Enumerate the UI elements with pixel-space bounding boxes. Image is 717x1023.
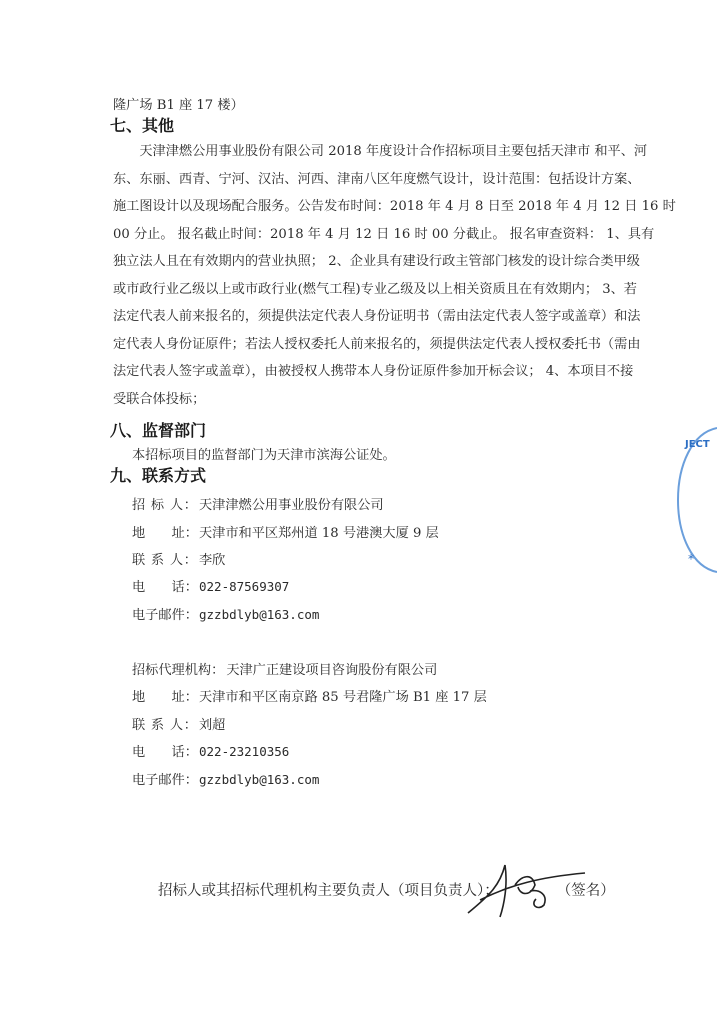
tenderer-name: 招 标 人： 天津津燃公用事业股份有限公司 [132,498,384,513]
paragraph-line: 东、东丽、西青、宁河、汉沽、河西、津南八区年度燃气设计，设计范围：包括设计方案、 [113,171,641,187]
signature-suffix: （签名） [556,883,615,899]
tenderer-contact: 联 系 人： 李欣 [132,553,226,568]
tenderer-address: 地 址：天津市和平区郑州道 18 号港澳大厦 9 层 [132,526,439,541]
section-9-heading: 九、联系方式 [110,466,207,485]
agency-name: 招标代理机构： 天津广正建设项目咨询股份有限公司 [132,663,438,678]
seal-text: JECT [685,439,710,450]
seal-star-icon: * [688,552,694,566]
section-7-heading: 七、其他 [110,116,175,135]
paragraph-line: 或市政行业乙级以上或市政行业(燃气工程)专业乙级及以上相关资质且在有效期内； 3、若 [113,281,637,297]
tenderer-email: 电子邮件：gzzbdlyb@163.com [132,607,320,623]
paragraph-line: 法定代表人前来报名的，须提供法定代表人身份证明书（需由法定代表人签字或盖章）和法 [113,309,641,324]
paragraph-line: 定代表人身份证原件；若法人授权委托人前来报名的，须提供法定代表人授权委托书（需由 [113,336,641,352]
address-continuation: 隆广场 B1 座 17 楼） [113,98,244,113]
agency-phone: 电 话：022-23210356 [132,744,290,760]
paragraph-line: 受联合体投标； [113,391,206,407]
paragraph-line: 独立法人且在有效期内的营业执照； 2、企业具有建设行政主管部门核发的设计综合类甲级 [113,254,640,269]
section-8-heading: 八、监督部门 [110,421,207,440]
signature-label: 招标人或其招标代理机构主要负责人（项目负责人）： [158,883,499,899]
handwritten-signature [460,855,590,925]
paragraph-line: 天津津燃公用事业股份有限公司 2018 年度设计合作招标项目主要包括天津市 和平、河 [113,144,648,159]
agency-email: 电子邮件：gzzbdlyb@163.com [132,772,320,788]
section-7-body [113,143,676,418]
tenderer-phone: 电 话：022-87569307 [132,579,290,595]
official-seal [676,425,717,575]
agency-contact: 联 系 人： 刘超 [132,718,226,733]
supervisor-text: 本招标项目的监督部门为天津市滨海公证处。 [132,448,396,463]
agency-address: 地 址：天津市和平区南京路 85 号君隆广场 B1 座 17 层 [132,690,487,705]
paragraph-line: 00 分止。 报名截止时间：2018 年 4 月 12 日 16 时 00 分截止。 报名审查资料： 1、具有 [113,226,655,242]
paragraph-line: 施工图设计以及现场配合服务。公告发布时间：2018 年 4 月 8 日至 2018 年 4 月 12 日 16 时 [113,199,676,214]
paragraph-line: 法定代表人签字或盖章），由被授权人携带本人身份证原件参加开标会议； 4、本项目不接 [113,364,634,379]
